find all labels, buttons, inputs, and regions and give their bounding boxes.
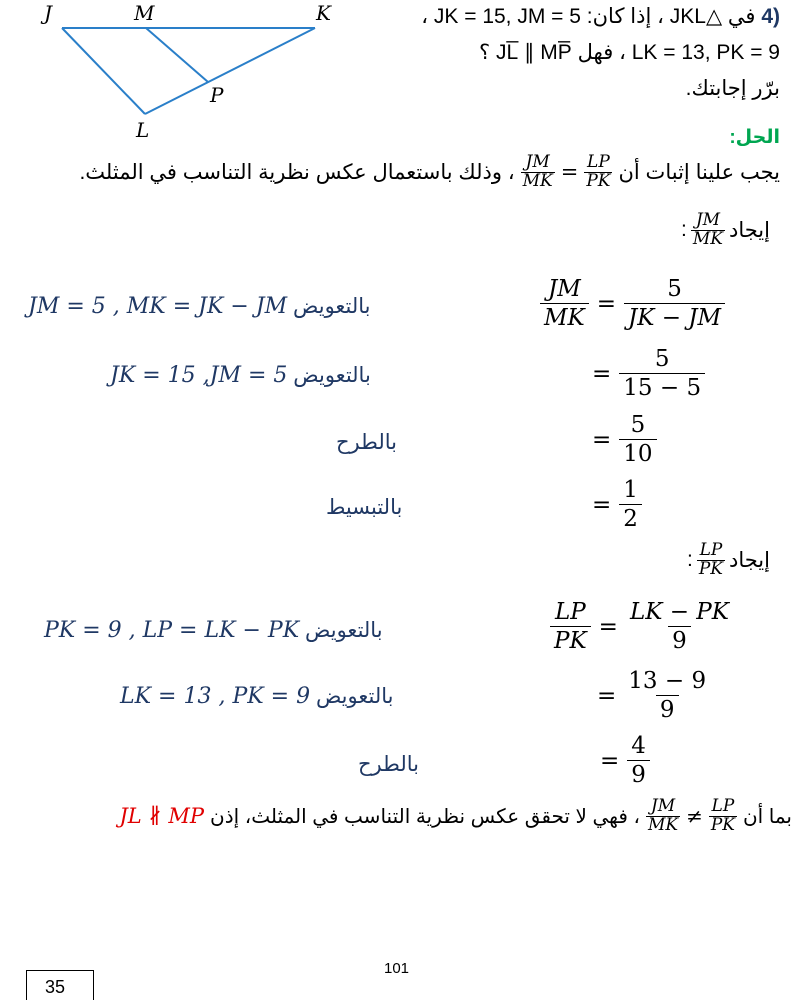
conclusion-result: JL ∦ MP [119, 804, 205, 829]
justification-step-5: PK = 9 , LP = LK − PK بالتعويض [44, 618, 383, 643]
page-number: 101 [384, 960, 410, 977]
label-m: M [134, 1, 155, 25]
label-p: P [210, 83, 224, 107]
find-fraction-2: $\frac{LP}{PK}$ [698, 540, 723, 579]
equation-step-7: = $\frac{4}{9}$ [600, 732, 650, 789]
fraction-lp-pk: $\frac{LP}{PK}$ [586, 152, 611, 191]
fraction-jm-mk: $\frac{JM}{MK}$ [522, 152, 553, 191]
segment-lk [145, 28, 315, 114]
problem-number: 4) [761, 5, 780, 28]
problem-line-1 [421, 4, 780, 29]
justification-step-4: بالتبسيط [326, 496, 403, 519]
find-fraction-1: $\frac{JM}{MK}$ [692, 210, 723, 249]
problem-line-2 [479, 40, 780, 65]
problem-text-3: برّر إجابتك. [685, 77, 780, 100]
solution-heading: الحل: [729, 127, 780, 148]
equation-step-1: $\frac{JM}{MK}$ = $\frac{5}{JK - JM}$ [540, 275, 725, 332]
find-jm-mk: إيجاد $\frac{JM}{MK}$ : [681, 210, 770, 249]
label-l: L [136, 118, 150, 142]
problem-line-3 [686, 76, 780, 101]
justification-step-7: بالطرح [358, 753, 420, 776]
label-j: J [44, 1, 53, 25]
equation-step-6: = $\frac{13 - 9}{9}$ [597, 668, 707, 724]
justification-step-1: JM = 5 , MK = JK − JM بالتعويض [28, 294, 371, 319]
intro-text-b: ، وذلك باستعمال عكس نظرية التناسب في المثلث. [79, 160, 515, 184]
problem-text-2: LK = 13, PK = 9 ، فهل JL̅ ∥ MP̅ ؟ [478, 41, 780, 64]
label-k: K [316, 1, 331, 25]
intro-text-a: يجب علينا إثبات أن [618, 160, 780, 184]
conclusion-inequality: $\frac{JM}{MK}$ ≠ $\frac{LP}{PK}$ [647, 796, 735, 835]
intro-equation: $\frac{JM}{MK}$ = $\frac{LP}{PK}$ [522, 152, 611, 191]
problem-text-1: في △JKL ، إذا كان: JK = 15, JM = 5 ، [421, 5, 756, 28]
conclusion-line: بما أن $\frac{JM}{MK}$ ≠ $\frac{LP}{PK}$ ، فهي لا تحقق عكس نظرية التناسب في المثلث، إذن JL ∦ MP [119, 796, 792, 835]
intro-line [79, 154, 780, 191]
equation-step-5: $\frac{LP}{PK}$ = $\frac{LK - PK}{9}$ [550, 598, 733, 655]
find-lp-pk: إيجاد $\frac{LP}{PK}$ : [687, 540, 770, 579]
equation-step-4: = $\frac{1}{2}$ [592, 476, 642, 533]
equation-step-2: = $\frac{5}{15 - 5}$ [592, 345, 705, 402]
triangle-figure [30, 0, 350, 145]
justification-step-3: بالطرح [336, 431, 398, 454]
segment-jl [62, 28, 145, 114]
equation-step-3: = $\frac{5}{10}$ [592, 411, 657, 468]
box-number: 35 [26, 970, 94, 1000]
segment-mp [146, 28, 208, 82]
justification-step-2: JK = 15 ,JM = 5 بالتعويض [110, 363, 371, 388]
justification-step-6: LK = 13 , PK = 9 بالتعويض [120, 684, 394, 709]
